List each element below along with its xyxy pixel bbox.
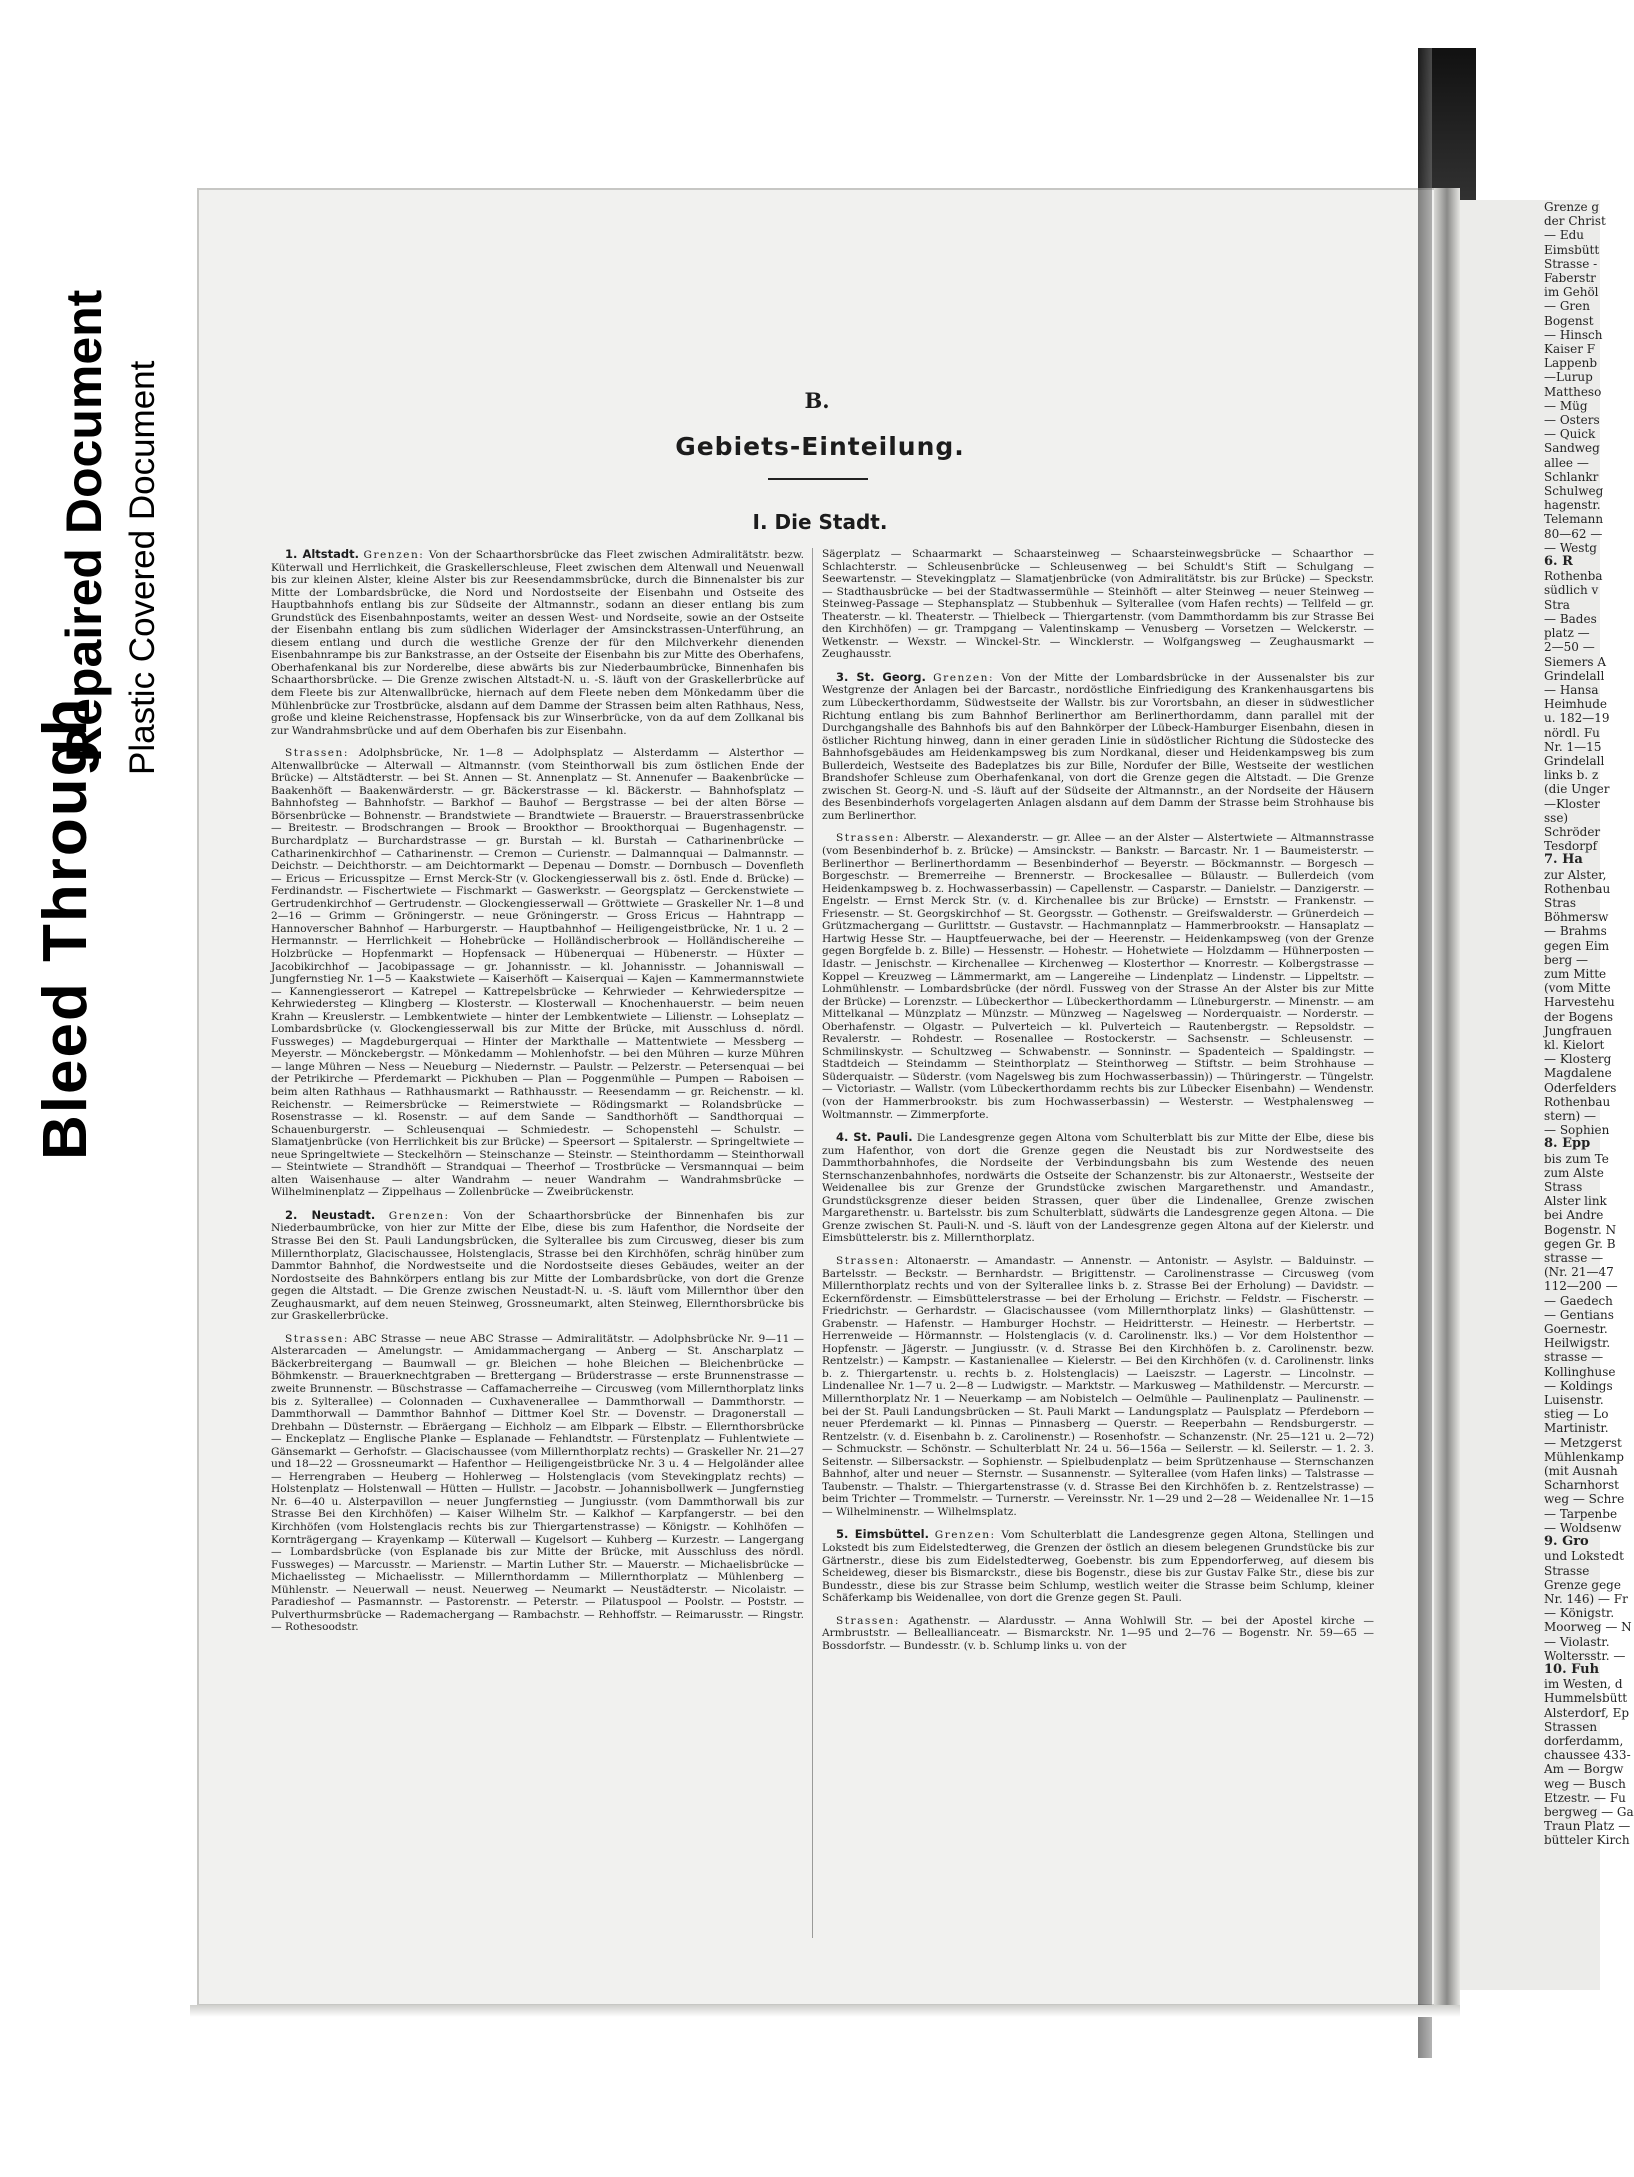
adjacent-page-fragment: (vom Mitte [1544, 981, 1611, 996]
adjacent-page-fragment: — Tarpenbe [1544, 1506, 1618, 1521]
streets-label: Strassen: [285, 1332, 349, 1345]
streets-label: Strassen: [836, 1254, 900, 1267]
adjacent-page-fragment: hagenstr. [1544, 498, 1601, 513]
streets-text: Adolphsbrücke, Nr. 1—8 — Adolphsplatz — Alsterdamm — Alsterthor — Altenwallbrücke — Alterwall — Altmannstr. (vom Steinthorwall bis zum östlichen Ende der Brücke) — Altstädterstr. — bei St. Annen — St. Annenplatz — St. Annenufer — Baakenbrücke — Baakenhöft — Baakenwärderstr. — gr. Bäckerstrasse — kl. Bäckerstr. — Bahnhofsplatz — Bahnhofsteg — Bahnhofstr. — Barkhof — Bauhof — Bergstrasse — bei der alten Börse — Börsenbrücke — Bohnenstr. — Brandstwiete — Brandtwiete — Brauerstr. — Brauerstrassenbrücke — Breitestr. — Brodschrangen — Brook — Brookthor — Brookthorquai — Bugenhagenstr. — Burchardplatz — Burchardstrasse — gr. Burstah — kl. Burstah — Catharinenbrücke — Catharinenkirchhof — Catharinenstr. — Cremon — Curienstr. — Dalmannquai — Dalmannstr. — Deichstr. — Deichthorstr. — am Deichtormarkt — Depenau — Domstr. — Dornbusch — Dovenfleth — Ericus — Ericusspitze — Ernst Merck-Str (v. Glockengiesserwall bis z. östl. Ende d. Brücke) — Ferdinandstr. — Fischertwiete — Fischmarkt — Gaswerkstr. — Georgsplatz — Gerckenstwiete — Gertrudenkirchhof — Gertrudenstr. — Glockengiesserwall — Gröttwiete — Graskeller Nr. 1—8 und 2—16 — Grimm — Gröningerstr. — neue Gröningerstr. — Gross Ericus — Hahntrapp — Hannoverscher Bahnhof — Harburgerstr. — Hauptbahnhof — Heiligengeistbrücke, Nr. 1 u. 2 — Hermannstr. — Herrlichkeit — Hohebrücke — Holländischerbrook — Holländischereihe — Holzbrücke — Hopfenmarkt — Hopfensack — Hübenerquai — Hübenerstr. — Hüxter — Jacobikirchhof — Jacobipassage — gr. Johannisstr. — kl. Johannisstr. — Johanniswall — Jungfernstieg Nr. 1—5 — Kaakstwiete — Kaiserhöft — Kaiserquai — Kajen — Kammermannstwiete — Kannengiesserort — Katrepel — Kattrepelsbrücke — Kehrwieder — Kehrwiederspitze — Kehrwiedersteg — Klingberg — Klosterstr. — Klosterwall — Knochenhauerstr. — beim neuen Krahn — Kreuslerstr. — Lembkentwiete — hinter der Lembkentwiete — Lilienstr. — Lohseplatz — Lombardsbrücke (v. Glockengiesserwall bis zur Mitte der Brücke, mit Ausschluss d. nördl. Fussweges) — Magdeburgerquai — Hinter der Markthalle — Mattentwiete — Messberg — Meyerstr. — Mönckebergstr. — Mönkedamm — Mohlenhofstr. — bei den Mühren — kurze Mühren — lange Mühren — Ness — Neueburg — Niedernstr. — Paulstr. — Pelzerstr. — Petersenquai — bei der Petrikirche — Pferdemarkt — Pickhuben — Plan — Poggenmühle — Pumpen — Raboisen — beim alten Rathhaus — Rathhausmarkt — Rathhausstr. — Reesendamm — gr. Reichenstr. — kl. Reichenstr. — Reimersbrücke — Reimerstwiete — Rödingsmarkt — Rolandsbrücke — Rosenstrasse — kl. Rosenstr. — auf dem Sande — Sandthorhöft — Sandthorquai — Schauenburgerstr. — Schleusenquai — Schmiedestr. — Schopenstehl — Schulstr. — Slamatjenbrücke (von Herrlichkeit bis zur Brücke) — Speersort — Spitalerstr. — Springeltwiete — neue Springeltwiete — Steckelhörn — Steinschanze — Steinstr. — Steinthordamm — Steinthorwall — Steintwiete — Strandhöft — Strandquai — Theerhof — Trostbrücke — Versmannquai — beim alten Waisenhause — alter Wandrahm — neuer Wandrahm — Wandrahmsbrücke — Wilhelminenplatz — Zippelhaus — Zollenbrücke — Zweibrückenstr. [271, 747, 805, 1199]
boundary-label: Grenzen: [933, 671, 995, 684]
adjacent-page-fragment: (mit Ausnah [1544, 1464, 1618, 1479]
adjacent-page-fragment: Schulweg [1544, 484, 1604, 499]
adjacent-page-fragment: (die Unger [1544, 782, 1610, 797]
adjacent-page-fragment: — Violastr. [1544, 1634, 1610, 1649]
adjacent-page-fragment: Siemers A [1544, 654, 1607, 669]
adjacent-page-fragment: Lappenb [1544, 356, 1597, 371]
adjacent-page-fragment: bütteler Kirch [1544, 1833, 1630, 1848]
adjacent-page-fragment: — Müg [1544, 398, 1588, 413]
streets-text: Sägerplatz — Schaarmarkt — Schaarsteinweg — Schaarsteinwegsbrücke — Schaarthor — Schlachterstr. — Schleusenbrücke — Schleusenweg — bei Schuldt's Stift — Schulgang — Seewartenstr. — Stevekingplatz — Slamatjenbrücke (von Admiralitätstr. bis zur Brücke) — Speckstr. — Stadthausbrücke — bei der Stadtwassermühle — Steinhöft — alter Steinweg — neuer Steinweg — Steinweg-Passage — Stephansplatz — Stubbenhuk — Sylterallee (vom Hafen rechts) — Tellfeld — gr. Theaterstr. — kl. Theaterstr. — Thielbeck — Thiergartenstr. (vom Dammthordamm bis zur Strasse Bei den Kirchhöfen) — gr. Trampgang — Valentinskamp — Venusberg — Vorsetzen — Welckerstr. — Wetkenstr. — Wexstr. — Winckel-Str. — Wincklerstr. — Wolfgangsweg — Zeughausmarkt — Zeughausstr. [822, 548, 1374, 661]
adjacent-page-fragment: Faberstr [1544, 271, 1596, 286]
adjacent-page-fragment: Rothenbau [1544, 881, 1611, 896]
adjacent-page-fragment: Goernestr. [1544, 1322, 1608, 1337]
adjacent-page-fragment: — Sophien [1544, 1123, 1610, 1138]
adjacent-page-fragment: der Bogens [1544, 1009, 1614, 1024]
adjacent-page-fragment: im Westen, d [1544, 1677, 1623, 1692]
title-rule [768, 478, 868, 480]
adjacent-page-fragment: Oderfelders [1544, 1080, 1617, 1095]
adjacent-page-fragment: — Edu [1544, 228, 1584, 243]
adjacent-page-fragment: Strassen [1544, 1719, 1598, 1734]
adjacent-page-fragment: Nr. 1—15 [1544, 739, 1602, 754]
adjacent-page-fragment: Hummelsbütt [1544, 1691, 1628, 1706]
streets-continuation [822, 548, 1374, 661]
adjacent-page-fragment: kl. Kielort [1544, 1037, 1605, 1052]
adjacent-page-fragment: Kollinghuse [1544, 1364, 1616, 1379]
adjacent-page-fragment: 7. Ha [1544, 852, 1583, 868]
adjacent-page-fragment: Woltersstr. — [1544, 1648, 1626, 1663]
district-boundaries [271, 1209, 804, 1323]
adjacent-page-fragment: Bogenstr. N [1544, 1222, 1617, 1237]
streets-label: Strassen: [836, 832, 900, 845]
adjacent-page-fragment: — Klosterg [1544, 1052, 1612, 1067]
adjacent-page-fragment: — Metzgerst [1544, 1435, 1622, 1450]
adjacent-page-fragment: Heimhude [1544, 697, 1608, 712]
adjacent-page-fragment: Traun Platz — [1544, 1819, 1631, 1834]
adjacent-page-fragment: Strasse [1544, 1563, 1590, 1578]
adjacent-page-fragment: Etzestr. — Fu [1544, 1790, 1626, 1805]
adjacent-page-fragment: Mühlenkamp [1544, 1449, 1624, 1464]
adjacent-page-fragment: — Königstr. [1544, 1606, 1615, 1621]
boundary-text: Vom Schulterblatt die Landesgrenze gegen Altona, Stellingen und Lokstedt bis zum Eidelstedterweg, die Grenzen der östlich an diesem belegenen Grundstücke bis zur Gärtnerstr., diese bis zum Eidelstedterweg, Goebenstr. bis zum Eppendorferweg, auf diesem bis Scheideweg, dieser bis Bismarckstr., diese bis Bogenstr., diese bis zur Gustav Falke Str., diese bis zur Bundesstr., diese bis zur Strasse beim Schlump, westlich weiter die Strasse beim Schlump, kleiner Schäferkamp bis Weidenallee, von dort die Grenze gegen St. Pauli. [822, 1529, 1374, 1605]
page-bottom-shadow [190, 2005, 1460, 2017]
streets-text: Altonaerstr. — Amandastr. — Annenstr. — Antonistr. — Asylstr. — Balduinstr. — Bartelsstr. — Beckstr. — Bernhardstr. — Brigittenstr. — Carolinenstrasse — Circusweg (vom Millernthorplatz rechts und von der Sylterallee links b. z. Strasse Bei der Erholung) — Davidstr. — Eckernfördenstr. — Eimsbüttelerstrasse — bei der Erholung — Erichstr. — Feldstr. — Fischerstr. — Friedrichstr. — Gerhardstr. — Glacischaussee (vom Millernthorplatz links) — Glashüttenstr. — Grabenstr. — Hafenstr. — Hamburger Hochstr. — Heidritterstr. — Heinestr. — Herbertstr. — Herrenweide — Hörmannstr. — Holstenglacis (v. d. Carolinenstr. lks.) — Vor dem Holstenthor — Hopfenstr. — Jägerstr. — Jungiusstr. (v. d. Strasse Bei den Kirchhöfen b. z. Carolinenstr. bezw. Rentzelstr.) — Kampstr. — Kastanienallee — Kielerstr. — Bei den Kirchhöfen (v. d. Carolinenstr. links b. z. Thiergartenstr. u. rechts b. z. Holstenglacis) — Laeiszstr. — Lagerstr. — Lincolnstr. — Lindenallee Nr. 1—7 u. 2—8 — Ludwigstr. — Marktstr. — Markusweg — Mathildenstr. — Mercurstr. — Millernthorplatz Nr. 1 — Neuerkamp — am Nobistelch — Oelmühle — Paulinenplatz — Paulinenstr. — bei der St. Pauli Landungsbrücken — St. Pauli Markt — Landungsplatz — Paulsplatz — Pferdeborn — neuer Pferdemarkt — kl. Pinnas — Pinnasberg — Querstr. — Reeperbahn — Rendsburgerstr. — Rentzelstr. (v. d. Eisenbahn b. z. Carolinenstr.) — Rosenhofstr. — Schanzenstr. (Nr. 25—121 u. 2—72) — Schmuckstr. — Schönstr. — Schulterblatt Nr. 24 u. 56—156a — Seilerstr. — kl. Seilerstr. — 1. 2. 3. Seitenstr. — Silbersackstr. — Sophienstr. — Spielbudenplatz — beim Sprützenhause — Sternschanzen Bahnhof, alter und neuer — Sternstr. — Susannenstr. — Sylterallee (vom Hafen links) — Talstrasse — Taubenstr. — Thalstr. — Thiergartenstrasse (v. d. Strasse Bei den Kirchhöfen b. z. Rentzelstrasse) — beim Trichter — Trommelstr. — Turnerstr. — Vereinsstr. Nr. 1—29 und 2—28 — Weidenallee Nr. 1—15 — Wilhelminenstr. — Wilhelmsplatz. [822, 1254, 1375, 1518]
adjacent-page-fragment: Stra [1544, 597, 1570, 612]
district-streets [822, 1615, 1374, 1653]
boundary-text: Die Landesgrenze gegen Altona vom Schulterblatt bis zur Mitte der Elbe, diese bis zum Hafenthor, von dort die Grenze gegen die Neustadt bis zur Nordwestseite des Dammthorbahnhofes, die Nordseite der Verbindungsbahn bis zum Westende des neuen Sternschanzenbahnhofes, nordwärts die Ostseite der Schanzenstr. bis zur Altonaerstr., Westseite der Weidenallee bis zur Grenze der Grundstücke zwischen Margarethenstr. und Amandastr., Grundstücksgrenze dieser beiden Strassen, quer über die Lindenallee, Grenze zwischen Margarethenstr. u. Bartelsstr. bis zum Schulterblatt, südwärts die Landesgrenze gegen Altona. — Die Grenze zwischen St. Pauli-N. und -S. läuft von der Landesgrenze gegen Altona auf der Kielerstr. und Eimsbüttelerstr. bis z. Millernthorplatz. [822, 1132, 1374, 1245]
adjacent-page-fragment: Rothenba [1544, 569, 1603, 584]
page-title: Gebiets-Einteilung. [675, 432, 965, 461]
adjacent-page-fragment: Alsterdorf, Ep [1544, 1705, 1630, 1720]
adjacent-page-fragment: stieg — Lo [1544, 1407, 1609, 1422]
adjacent-page-fragment: Strass [1544, 1180, 1583, 1195]
adjacent-page-fragment: — Quick [1544, 427, 1596, 442]
adjacent-page-fragment: — Gaedech [1544, 1293, 1613, 1308]
adjacent-page-fragment: sse) [1544, 810, 1569, 825]
adjacent-page-fragment: Schlankr [1544, 469, 1599, 484]
adjacent-page-fragment: Böhmersw [1544, 910, 1609, 925]
adjacent-page-fragment: strasse — [1544, 1251, 1604, 1266]
boundary-label: Grenzen: [363, 549, 425, 561]
district-name: 4. St. Pauli. [836, 1130, 913, 1145]
boundary-text: Von der Mitte der Lombardsbrücke in der Aussenalster bis zur Westgrenze der Anlagen bei der Barcastr., nordöstliche Einfriedigung des Krankenhausgartens bis zum Lübeckerthordamm, Südwestseite der Wallstr. bis zur Vorortsbahn, an dieser in südwestlicher Richtung entlang bis zum Bahnhof Berlinerthor am Berlinerthordamm, dann parallel mit der Durchgangshalle des Bahnhofs bis auf den Bahnkörper der Lübeck-Hamburger Eisenbahn, diesen in östlicher Richtung hinweg, dann in einer geraden Linie in südöstlicher Richtung die Südostecke des Bahnhofsgebäudes am Heidenkampsweg bis zum Nordkanal, dieser und Heidenkampsweg bis zum Bullerdeich, Westseite des Badeplatzes bis zur Bille, Nordufer der Bille, Westseite der westlichen Brandshofer Schleuse zum Oberhafenkanal, von dort die Grenze gegen die Altstadt. — Die Grenze zwischen St. Georg-N. und -S. läuft auf der Südseite der Altmannstr., an der Nordseite der Häusern des Besenbinderhofs vorgelagerten Anlagen alsdann auf dem Damm der Strasse beim Strohhause bis zum Berlinerthor. [822, 671, 1375, 822]
scan-edge-shadow [1418, 48, 1432, 2058]
adjacent-page-fragment: gegen Gr. B [1544, 1236, 1616, 1251]
adjacent-page-fragment: Grenze g [1544, 200, 1600, 214]
adjacent-page-fragment: Martinistr. [1544, 1421, 1609, 1436]
adjacent-page-fragment: Am — Borgw [1544, 1762, 1624, 1777]
adjacent-page-fragment: Jungfrauen [1544, 1023, 1612, 1038]
adjacent-page-fragment: — Bades [1544, 611, 1597, 626]
adjacent-page-fragment: zum Mitte [1544, 966, 1607, 981]
adjacent-page-fragment: Eimsbütt [1544, 242, 1600, 257]
streets-label: Strassen: [836, 1614, 900, 1627]
adjacent-page-fragment: der Christ [1544, 214, 1606, 229]
adjacent-page-fragment: Magdalene [1544, 1066, 1612, 1081]
adjacent-page-fragment: — Brahms [1544, 924, 1607, 939]
adjacent-page-fragment: Scharnhorst [1544, 1478, 1619, 1493]
adjacent-page-fragment: gegen Eim [1544, 938, 1610, 953]
district-boundaries [271, 548, 804, 737]
district-streets [271, 1333, 804, 1634]
adjacent-page-fragment: —Kloster [1544, 796, 1600, 811]
adjacent-page-fragment: Grenze gege [1544, 1577, 1621, 1592]
district-name: 3. St. Georg. [836, 669, 926, 684]
adjacent-page-fragment: — Westg [1544, 540, 1597, 555]
adjacent-page-fragment: Moorweg — N [1544, 1620, 1632, 1635]
adjacent-page-fragment: links b. z [1544, 768, 1599, 783]
left-column [271, 548, 804, 1938]
adjacent-page-fragment: Stras [1544, 895, 1577, 910]
adjacent-page-fragment: Harvestehu [1544, 995, 1615, 1010]
adjacent-page-fragment: 80—62 — [1544, 526, 1603, 541]
district-streets [822, 832, 1374, 1121]
streets-label: Strassen: [285, 747, 349, 760]
district-name: 1. Altstadt. [285, 547, 360, 561]
district-boundaries [822, 1131, 1374, 1245]
repaired-document-annotation: Repaired Document [56, 289, 112, 762]
adjacent-page-strip [1460, 200, 1634, 1990]
section-letter: B. [804, 388, 830, 413]
adjacent-page-fragment: Grindelall [1544, 753, 1605, 768]
adjacent-page-fragment: strasse — [1544, 1350, 1604, 1365]
district-name: 2. Neustadt. [285, 1207, 376, 1222]
adjacent-page-fragment: weg — Schre [1544, 1492, 1625, 1507]
plastic-covered-annotation: Plastic Covered Document [123, 360, 162, 775]
adjacent-page-fragment: — Koldings [1544, 1378, 1613, 1393]
adjacent-page-fragment: berg — [1544, 952, 1589, 967]
adjacent-page-fragment: Heilwigstr. [1544, 1336, 1611, 1351]
column-divider [812, 548, 813, 1938]
right-column [822, 548, 1374, 1938]
boundary-label: Grenzen: [934, 1529, 996, 1542]
adjacent-page-fragment: (Nr. 21—47 [1544, 1265, 1614, 1280]
adjacent-page-fragment: — Hinsch [1544, 327, 1603, 342]
adjacent-page-fragment: platz — [1544, 626, 1590, 641]
adjacent-page-fragment: 9. Gro [1544, 1534, 1589, 1550]
district-boundaries [822, 1528, 1374, 1604]
adjacent-page-fragment: —Lurup [1544, 370, 1593, 385]
adjacent-page-fragment: — Gren [1544, 299, 1590, 314]
boundary-text: Von der Schaarthorsbrücke das Fleet zwischen Admiralitätstr. bezw. Küterwall und Herrlichkeit, die Graskellerschleuse, Fleet zwischen dem Altenwall und Neuenwall bis zur kleinen Alster, kleine Alster bis zur Reesendammsbrücke, durch die Binnenalster bis zur Mitte der Lombardsbrücke, die Nord und Nordostseite der Eisenbahn und Ostseite des Hauptbahnhofs entlang bis zur Südseite der Altmannstr., sodann an dieser entlang bis zum Grundstück des Eisenbahnpostamts, weiter an dessen West- und Nordseite, sowie an der Ostseite der Eisenbahn entlang bis zum südlichen Widerlager der Amsinckstrassen-Unterführung, an diesem entlang und durch die westliche Grenze der für den Milchverkehr dienenden Eisenbahnrampe bis zur Bankstrasse, an der Ostseite der Eisenbahn bis zur Mitte des Oberhafens, Oberhafenkanal bis zur Norderelbe, diese abwärts bis zur Niederbaumbrücke, Binnenhafen bis Schaarthorsbrücke. — Die Grenze zwischen Altstadt-N. u. -S. läuft von der Graskellerbrücke auf dem Fleete bis zur Altenwallbrücke, hiernach auf dem Fleete neben dem Mönkedamm über die Mühlenbrücke zur Trostbrücke, alsdann auf dem Damme der Strassen beim alten Rathhaus, Ness, große und kleine Reichenstrasse, Hopfensack bis zur Winserbrücke, von da auf dem Zollkanal bis zur Wandrahmsbrücke und auf dem Oberhafen bis zur Eisenbahn. [271, 549, 804, 737]
adjacent-page-fragment: Mattheso [1544, 384, 1602, 399]
adjacent-page-fragment: — Woldsenw [1544, 1520, 1622, 1535]
adjacent-page-fragment: Luisenstr. [1544, 1393, 1604, 1408]
adjacent-page-fragment: im Gehöl [1544, 285, 1599, 300]
adjacent-page-fragment: weg — Busch [1544, 1776, 1626, 1791]
adjacent-page-fragment: Tesdorpf [1544, 839, 1598, 854]
district-streets [271, 747, 804, 1199]
adjacent-page-fragment: Kaiser F [1544, 342, 1596, 357]
adjacent-page-fragment: zum Alste [1544, 1165, 1604, 1180]
section-title: I. Die Stadt. [752, 510, 888, 534]
adjacent-page-fragment: 10. Fuh [1544, 1661, 1600, 1677]
adjacent-page-fragment: Grindelall [1544, 668, 1605, 683]
adjacent-page-fragment: zur Alster, [1544, 867, 1607, 882]
adjacent-page-fragment: nördl. Fu [1544, 725, 1600, 740]
district-name: 5. Eimsbüttel. [836, 1527, 929, 1542]
adjacent-page-fragment: — Gentians [1544, 1307, 1614, 1322]
adjacent-page-fragment: 8. Epp [1544, 1136, 1591, 1152]
adjacent-page-fragment: chaussee 433- [1544, 1748, 1631, 1763]
adjacent-page-fragment: 6. R [1544, 554, 1573, 570]
adjacent-page-fragment: bergweg — Ga [1544, 1804, 1634, 1819]
adjacent-page-fragment: Rothenbau [1544, 1094, 1611, 1109]
adjacent-page-fragment: Telemann [1544, 512, 1604, 527]
adjacent-page-fragment: 2—50 — [1544, 640, 1595, 655]
adjacent-page-fragment: Bogenst [1544, 313, 1594, 328]
bleed-through-annotation: Bleed Through [31, 696, 100, 1160]
district-streets [822, 1255, 1374, 1518]
boundary-label: Grenzen: [388, 1209, 450, 1222]
adjacent-page-fragment: und Lokstedt [1544, 1549, 1625, 1564]
adjacent-page-fragment: allee — [1544, 455, 1589, 470]
adjacent-page-fragment: dorferdamm, [1544, 1733, 1624, 1748]
streets-text: ABC Strasse — neue ABC Strasse — Admiralitätstr. — Adolphsbrücke Nr. 9—11 — Alsterarcaden — Amelungstr. — Amidammachergang — Anberg — St. Anscharplatz — Bäckerbreitergang — Baumwall — gr. Bleichen — hohe Bleichen — Bleichenbrücke — Böhmkenstr. — Brauerknechtgraben — Brettergang — Brüderstrasse — erste Brunnenstrasse — zweite Brunnenstr. — Büschstrasse — Caffamacherreihe — Circusweg (vom Millernthorplatz links bis z. Sylterallee) — Colonnaden — Cuxhavenerallee — Dammthorwall — Dammthorstr. — Dammthorwall — Dammthor Bahnhof — Dittmer Koel Str. — Dovenstr. — Dragonerstall — Drehbahn — Düsternstr. — Ebräergang — Eichholz — am Elbpark — Elbstr. — Ellernthorsbrücke — Enckeplatz — Englische Planke — Esplanade — Fehlandtstr. — Fürstenplatz — Fuhlentwiete — Gänsemarkt — Gerhofstr. — Glacischaussee (vom Millernthorplatz rechts) — Graskeller Nr. 21—27 und 18—22 — Grossneumarkt — Hafenthor — Heiligengeistbrücke Nr. 3 u. 4 — Helgoländer allee — Herrengraben — Heuberg — Hohlerweg — Holstenglacis (vom Stevekingplatz rechts) — Holstenplatz — Holstenwall — Hütten — Hullstr. — Jacobstr. — Johannisbollwerk — Jungfernstieg Nr. 6—40 u. Alsterpavillon — neuer Jungfernstieg — Jungiusstr. (vom Dammthorwall bis zur Strasse Bei den Kirchhöfen) — Kaiser Wilhelm Str. — Kalkhof — Karpfangerstr. — bei den Kirchhöfen (vom Holstenglacis rechts bis zur Thiergartenstrasse) — Königstr. — Kohlhöfen — Kornträgergang — Krayenkamp — Küterwall — Kugelsort — Kuhberg — Kurzestr. — Langergang — Lombardsbrücke (von Esplanade bis zur Mitte der Brücke, mit Ausschluss des nördl. Fussweges) — Marcusstr. — Marienstr. — Martin Luther Str. — Mauerstr. — Michaelisbrücke — Michaelissteg — Michaelisstr. — Millernthordamm — Millernthorplatz — Mühlenberg — Mühlenstr. — Neuerwall — neust. Neuerweg — Neumarkt — Neustädterstr. — Nicolaistr. — Paradieshof — Pasmannstr. — Pastorenstr. — Peterstr. — Pilatuspool — Poolstr. — Poststr. — Pulverthurmsbrücke — Rademachergang — Rambachstr. — Rehhoffstr. — Reimarusstr. — Ringstr. — Rothesoodstr. [271, 1332, 804, 1634]
page-fold [1434, 188, 1460, 2006]
adjacent-page-fragment: stern) — [1544, 1109, 1597, 1123]
boundary-text: Von der Schaarthorsbrücke der Binnenhafen bis zur Niederbaumbrücke, von hier zur Mitte der Elbe, diese bis zum Hafenthor, die Nordseite der Strasse Bei den St. Pauli Landungsbrücken, die Sylterallee bis zum Circusweg, dieser bis zum Millernthorplatz, Glacischaussee, Holstenglacis, Strasse bei den Kirchhöfen, schräg hinüber zum Dammtor Bahnhof, die Nordwestseite und die Nordostseite dieses Gebäudes, weiter an der Nordostseite des Bahnkörpers entlang bis zur Mitte der Lombardsbrücke, von dort die Grenze gegen die Altstadt. — Die Grenze zwischen Neustadt-N. u. -S. läuft vom Millernthor über den Zeughausmarkt, auf dem neuen Steinweg, Grossneumarkt, alten Steinweg, Ellernthorsbrücke bis zur Graskellerbrücke. [271, 1209, 804, 1323]
adjacent-page-fragment: — Osters [1544, 413, 1600, 428]
adjacent-page-fragment: u. 182—19 [1544, 711, 1610, 726]
adjacent-page-fragment: Alster link [1544, 1194, 1607, 1209]
adjacent-page-fragment: Sandweg [1544, 441, 1600, 456]
streets-text: Alberstr. — Alexanderstr. — gr. Allee — an der Alster — Alstertwiete — Altmannstrasse (vom Besenbinderhof b. z. Brücke) — Amsinckstr. — Bankstr. — Barcastr. Nr. 1 — Baumeisterstr. — Berlinerthor — Berlinerthordamm — Besenbinderhof — Beyerstr. — Böckmannstr. — Borgesch — Borgeschstr. — Bremerreihe — Brennerstr. — Brockesallee — Bülaustr. — Bullerdeich (vom Heidenkampsweg b. z. Hochwasserbassin) — Capellenstr. — Casparstr. — Danielstr. — Danzigerstr. — Engelstr. — Ernst Merck Str. (v. d. Kirchenallee bis zur Brücke) — Ernststr. — Frankenstr. — Friesenstr. — St. Georgskirchhof — St. Georgsstr. — Gothenstr. — Greifswalderstr. — Grünerdeich — Grützmachergang — Gurlittstr. — Gustavstr. — Hachmannplatz — Hammerbrookstr. — Hansaplatz — Hartwig Hesse Str. — Hauptfeuerwache, bei der — Heerenstr. — Heidenkampsweg (von der Grenze gegen Borgfelde b. z. Bille) — Hessenstr. — Hohestr. — Hohetwiete — Holzdamm — Hühnerposten — Idastr. — Jenischstr. — Kirchenallee — Kirchenweg — Klosterthor — Knorrestr. — Kolbergstrasse — Koppel — Kreuzweg — Lämmermarkt, am — Langereihe — Lindenplatz — Lindenstr. — Lippeltstr. — Lohmühlenstr. — Lombardsbrücke (der nördl. Fussweg von der Strasse An der Alster bis zur Mitte der Brücke) — Lorenzstr. — Lübeckerthor — Lübeckerthordamm — Lüneburgerstr. — Minenstr. — am Mittelkanal — Münzplatz — Münzstr. — Münzweg — Nagelsweg — Norderquaistr. — Norderstr. — Oberhafenstr. — Olgastr. — Pulverteich — kl. Pulverteich — Rautenbergstr. — Repsoldstr. — Revalerstr. — Rohdestr. — Rosenallee — Rostockerstr. — Sachsenstr. — Schleusenstr. — Schmilinskystr. — Schultzweg — Schwabenstr. — Sonninstr. — Spadenteich — Spaldingstr. — Stadtdeich — Steindamm — Steinthorplatz — Steinthorweg — Stiftstr. — beim Strohhause — Süderquaistr. — Süderstr. (vom Nagelsweg bis zum Hochwasserbassin)) — Thüringerstr. — Tüngelstr. — Victoriastr. — Wallstr. (vom Lübeckerthordamm rechts bis zur Lübecker Eisenbahn) — Wendenstr. (von der Hammerbrookstr. bis zum Hochwasserbassin) — Westerstr. — Westphalensweg — Woltmannstr. — Zimmerpforte. [822, 832, 1374, 1121]
streets-text: Agathenstr. — Alardusstr. — Anna Wohlwill Str. — bei der Apostel kirche — Armbruststr. — Belleallianceatr. — Bismarckstr. Nr. 1—95 und 2—76 — Bogenstr. Nr. 59—65 — Bossdorfstr. — Bundesstr. (v. b. Schlump links u. von der [822, 1614, 1374, 1652]
adjacent-page-fragment: südlich v [1544, 583, 1599, 598]
adjacent-page-fragment: Nr. 146) — Fr [1544, 1591, 1628, 1606]
adjacent-page-fragment: 112—200 — [1544, 1279, 1618, 1294]
adjacent-page-fragment: — Hansa [1544, 682, 1599, 697]
adjacent-page-fragment: bis zum Te [1544, 1151, 1609, 1166]
adjacent-page-fragment: Strasse - [1544, 256, 1598, 271]
district-boundaries [822, 671, 1374, 823]
adjacent-page-fragment: bei Andre [1544, 1208, 1604, 1223]
adjacent-page-fragment: Schröder [1544, 824, 1601, 839]
